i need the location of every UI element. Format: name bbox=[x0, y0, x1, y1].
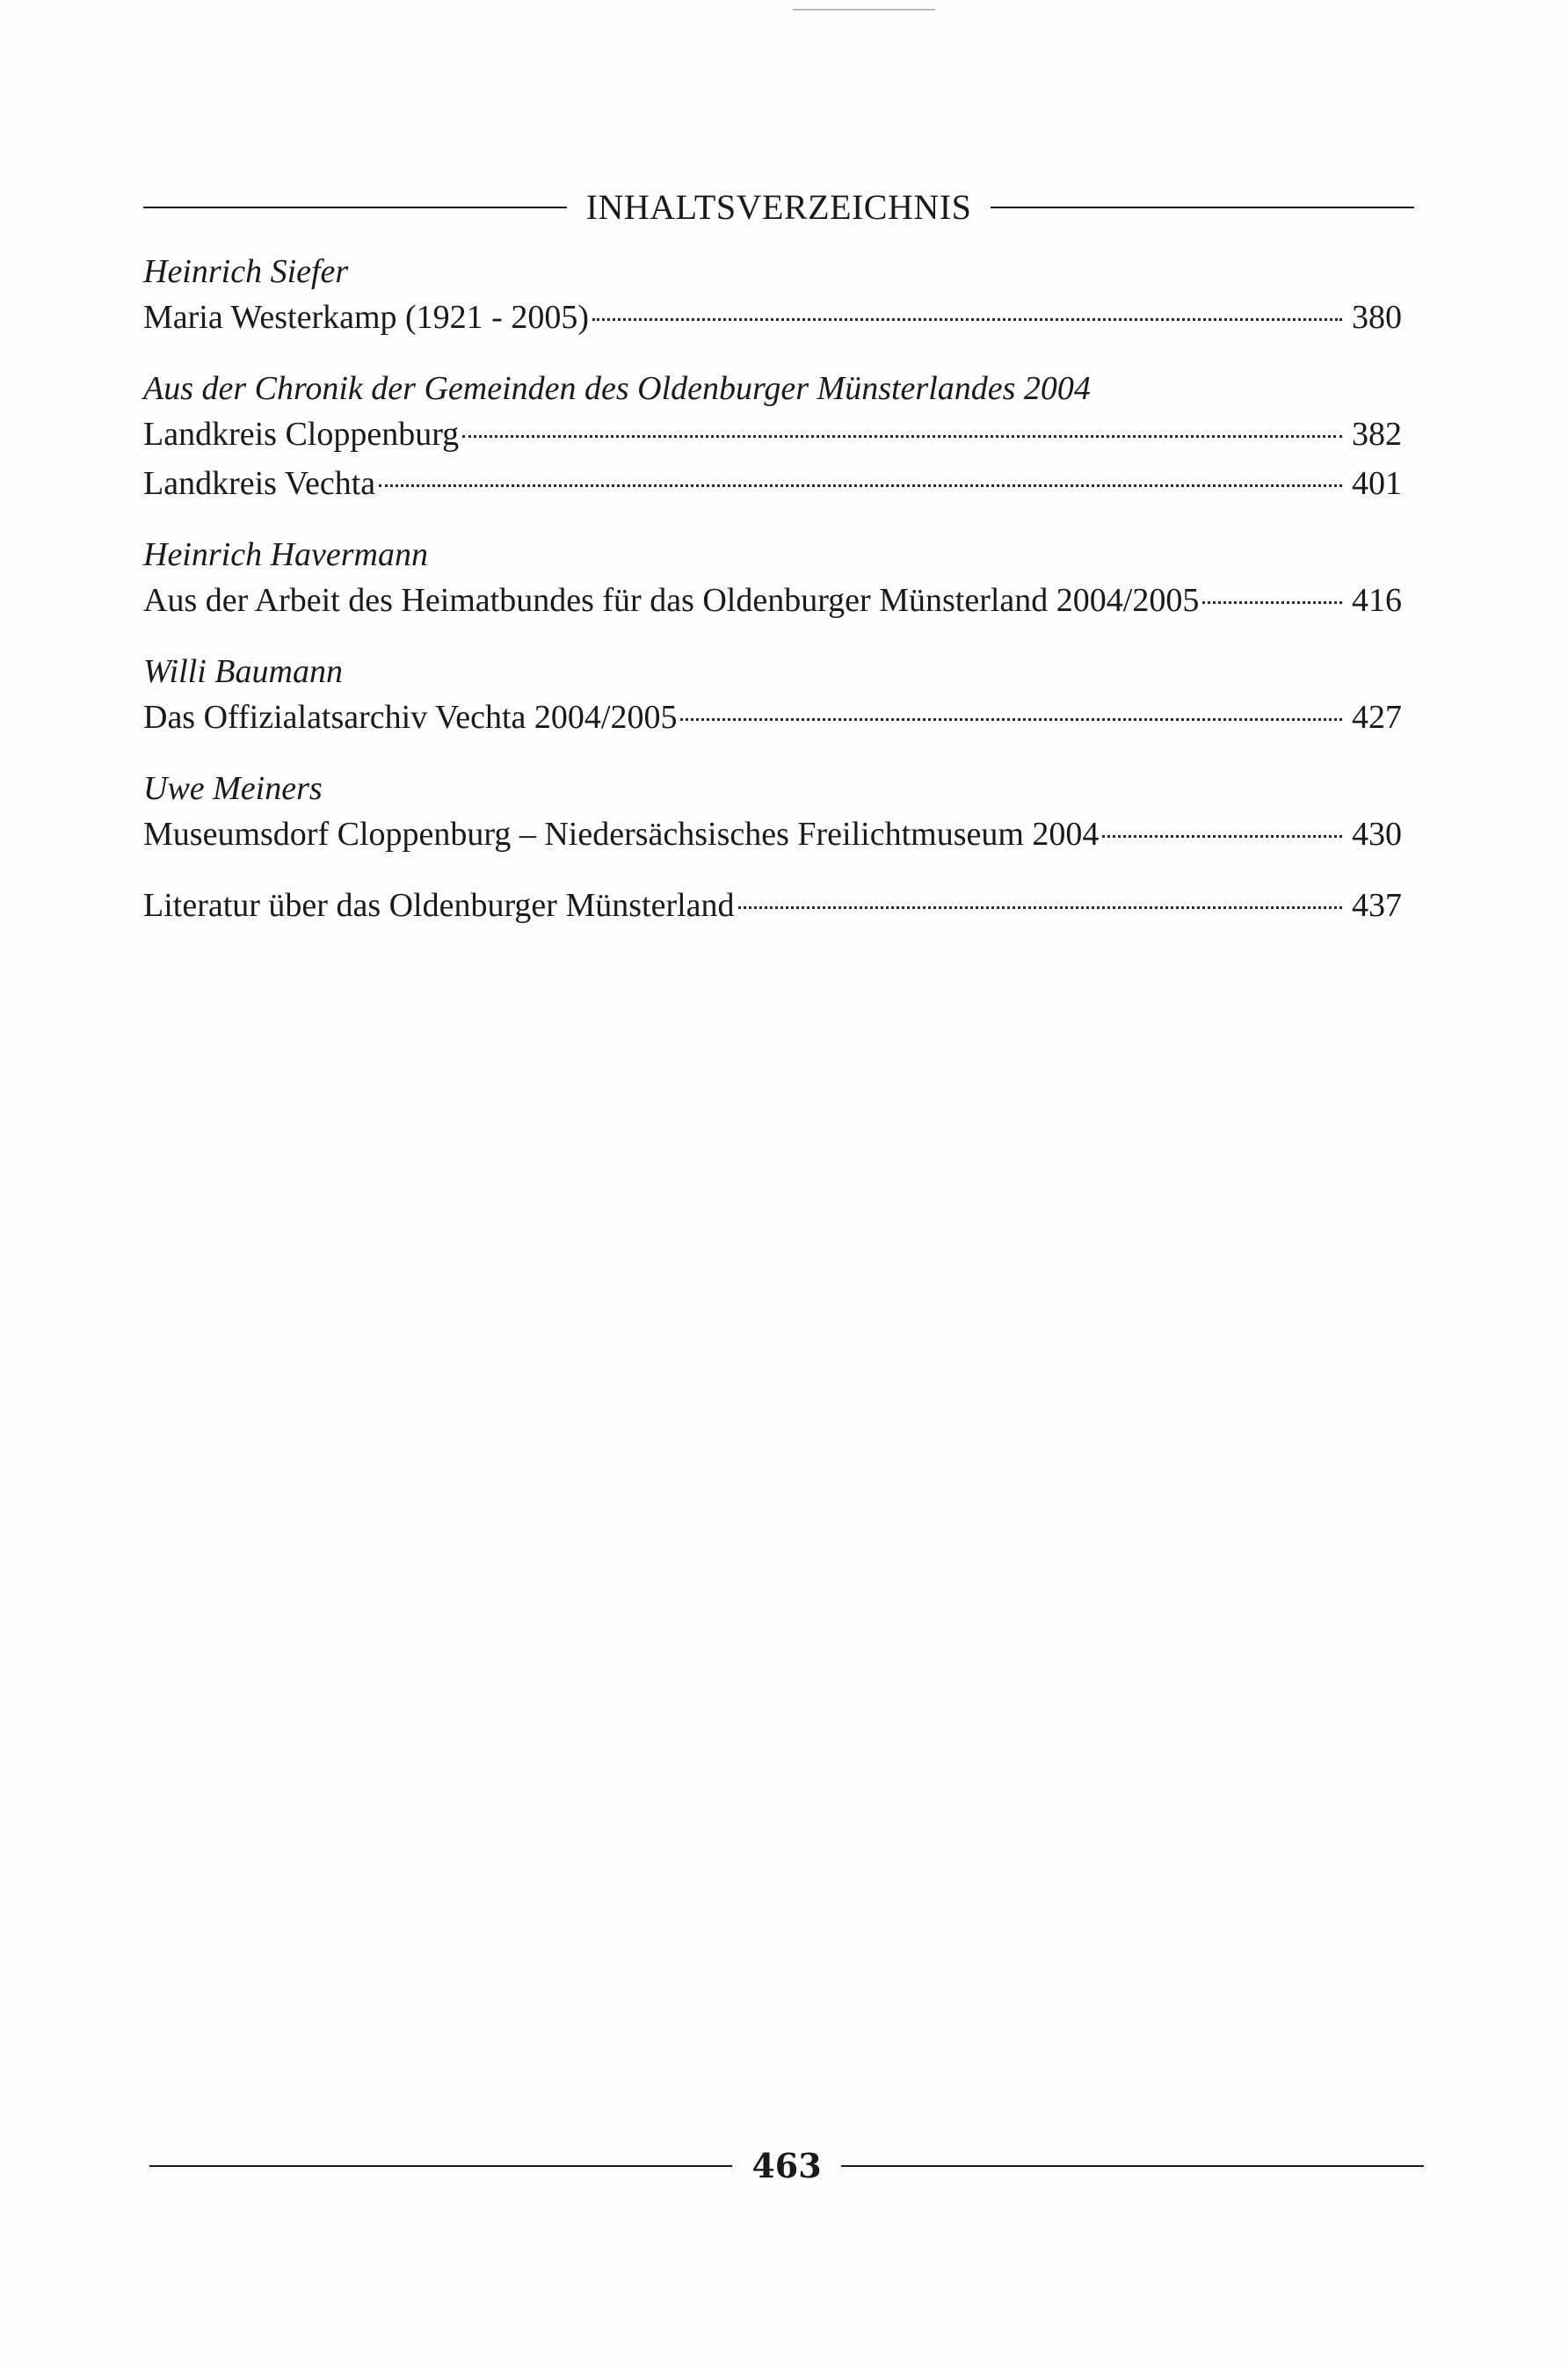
section-author: Uwe Meiners bbox=[143, 770, 323, 807]
header-rule-left bbox=[143, 207, 567, 208]
toc-section-havermann bbox=[143, 532, 1402, 627]
entry-title: Landkreis Cloppenburg bbox=[143, 416, 460, 453]
entry-title: Maria Westerkamp (1921 - 2005) bbox=[143, 299, 589, 336]
section-author: Willi Baumann bbox=[143, 653, 343, 690]
toc-section-baumann bbox=[143, 649, 1402, 744]
entry-title: Museumsdorf Cloppenburg – Niedersächsisches Freilichtmuseum 2004 bbox=[143, 816, 1100, 853]
dot-leader bbox=[379, 484, 1342, 487]
footer-rule-left bbox=[149, 2165, 732, 2167]
dot-leader bbox=[738, 906, 1342, 909]
dot-leader bbox=[462, 435, 1342, 438]
entry-page: 430 bbox=[1352, 816, 1402, 853]
entry-page: 416 bbox=[1352, 582, 1402, 619]
header-rule-right bbox=[991, 207, 1414, 208]
footer-rule-right bbox=[841, 2165, 1424, 2167]
toc-entry bbox=[143, 811, 1402, 861]
entry-title: Literatur über das Oldenburger Münsterland bbox=[143, 887, 735, 924]
toc-title: INHALTSVERZEICHNIS bbox=[585, 187, 972, 227]
toc-section-literatur bbox=[143, 883, 1402, 932]
entry-title: Landkreis Vechta bbox=[143, 465, 376, 502]
toc-entry bbox=[143, 411, 1402, 461]
entry-title: Aus der Arbeit des Heimatbundes für das Oldenburger Münsterland 2004/2005 bbox=[143, 582, 1200, 619]
toc-section-meiners bbox=[143, 766, 1402, 861]
toc-section-siefer bbox=[143, 249, 1402, 344]
dot-leader bbox=[592, 318, 1342, 321]
entry-page: 437 bbox=[1352, 887, 1402, 924]
top-edge-mark bbox=[793, 9, 935, 11]
section-author: Heinrich Siefer bbox=[143, 253, 349, 290]
section-author: Heinrich Havermann bbox=[143, 536, 428, 573]
toc-entry bbox=[143, 883, 1402, 932]
toc-header bbox=[143, 183, 1414, 232]
toc-entry bbox=[143, 694, 1402, 744]
entry-page: 427 bbox=[1352, 699, 1402, 736]
toc-entry bbox=[143, 294, 1402, 344]
entry-page: 382 bbox=[1352, 416, 1402, 453]
entry-page: 401 bbox=[1352, 465, 1402, 502]
table-of-contents bbox=[143, 249, 1402, 954]
dot-leader bbox=[680, 718, 1342, 721]
entry-page: 380 bbox=[1352, 299, 1402, 336]
toc-entry bbox=[143, 578, 1402, 627]
dot-leader bbox=[1102, 835, 1342, 838]
toc-section-chronik bbox=[143, 366, 1402, 510]
page-number: 463 bbox=[751, 2146, 822, 2185]
entry-title: Das Offizialatsarchiv Vechta 2004/2005 bbox=[143, 699, 678, 736]
toc-entry bbox=[143, 461, 1402, 510]
page-footer bbox=[149, 2141, 1424, 2191]
section-heading: Aus der Chronik der Gemeinden des Oldenburger Münsterlandes 2004 bbox=[143, 370, 1091, 407]
dot-leader bbox=[1202, 601, 1342, 604]
